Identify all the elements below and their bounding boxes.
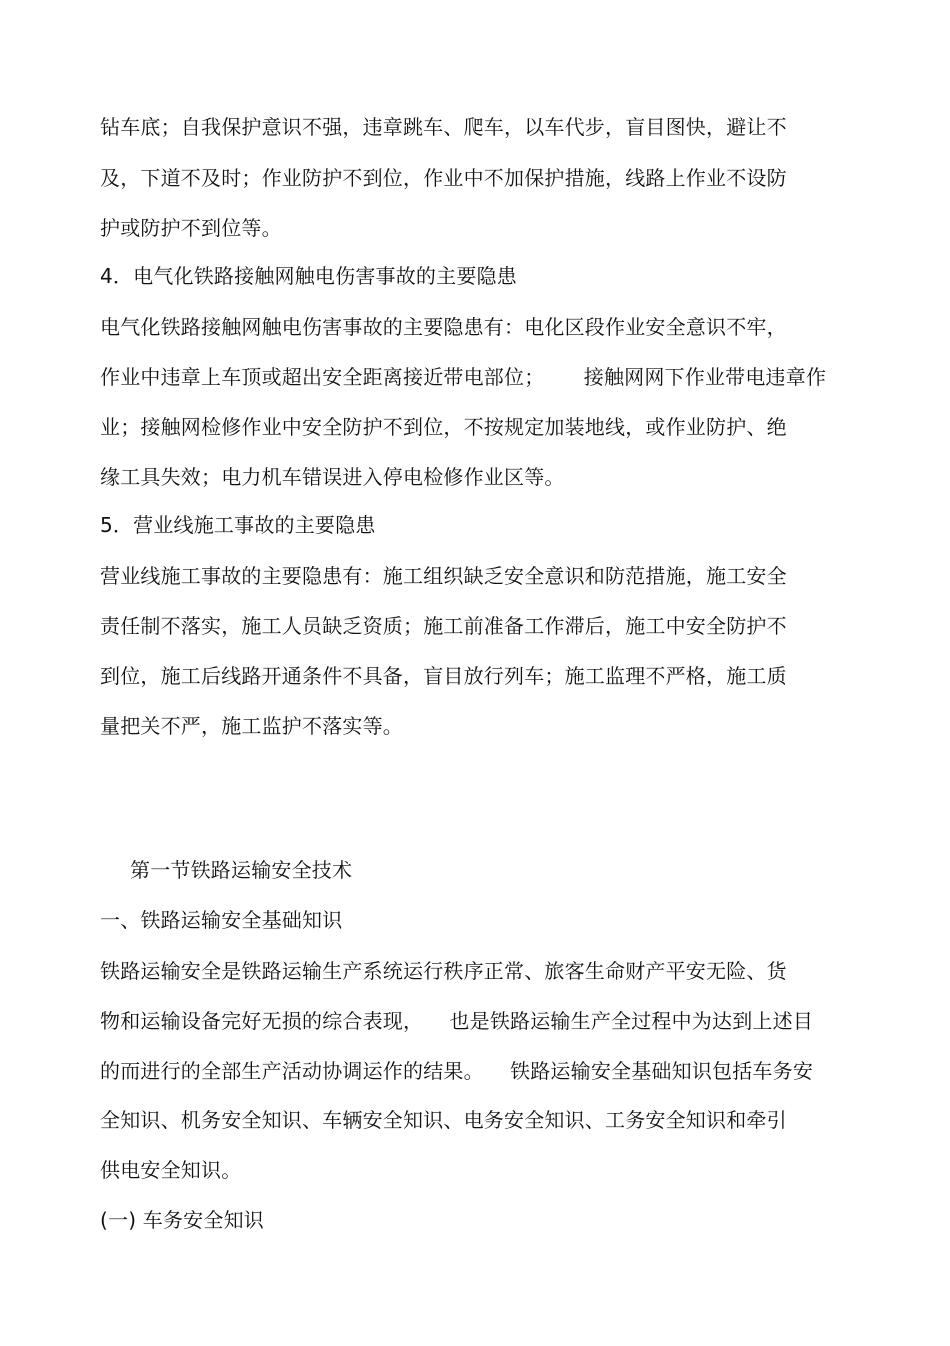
paragraph-line: 到位，施工后线路开通条件不具备，盲目放行列车；施工监理不严格，施工质 <box>100 664 787 688</box>
paragraph-line: 责任制不落实，施工人员缺乏资质；施工前准备工作滞后，施工中安全防护不 <box>100 614 787 638</box>
paragraph-line: 的而进行的全部生产活动协调运作的结果。 铁路运输安全基础知识包括车务安 <box>100 1059 814 1083</box>
paragraph-line: 钻车底；自我保护意识不强，违章跳车、爬车，以车代步，盲目图快，避让不 <box>100 115 787 139</box>
paragraph-line: 供电安全知识。 <box>100 1158 242 1182</box>
paragraph-line: 铁路运输安全是铁路运输生产系统运行秩序正常、旅客生命财产平安无险、货 <box>100 959 787 983</box>
paragraph-line: 业；接触网检修作业中安全防护不到位，不按规定加装地线，或作业防护、绝 <box>100 415 787 439</box>
paragraph-line: 护或防护不到位等。 <box>100 216 282 240</box>
section-heading: 4．电气化铁路接触网触电伤害事故的主要隐患 <box>100 264 517 288</box>
paragraph-line: 及，下道不及时；作业防护不到位，作业中不加保护措施，线路上作业不设防 <box>100 166 787 190</box>
chapter-heading: 第一节铁路运输安全技术 <box>130 858 353 882</box>
paragraph-line: 营业线施工事故的主要隐患有：施工组织缺乏安全意识和防范措施，施工安全 <box>100 564 787 588</box>
section-heading: 5．营业线施工事故的主要隐患 <box>100 513 376 537</box>
paragraph-line: 全知识、机务安全知识、车辆安全知识、电务安全知识、工务安全知识和牵引 <box>100 1108 787 1132</box>
subsection-heading: (一) 车务安全知识 <box>100 1208 264 1232</box>
paragraph-line: 作业中违章上车顶或超出安全距离接近带电部位； 接触网网下作业带电违章作 <box>100 365 827 389</box>
section-heading: 一、铁路运输安全基础知识 <box>100 908 343 932</box>
paragraph-line: 物和运输设备完好无损的综合表现， 也是铁路运输生产全过程中为达到上述目 <box>100 1009 814 1033</box>
paragraph-line: 缘工具失效；电力机车错误进入停电检修作业区等。 <box>100 465 565 489</box>
paragraph-line: 电气化铁路接触网触电伤害事故的主要隐患有：电化区段作业安全意识不牢， <box>100 315 787 339</box>
paragraph-line: 量把关不严，施工监护不落实等。 <box>100 714 403 738</box>
